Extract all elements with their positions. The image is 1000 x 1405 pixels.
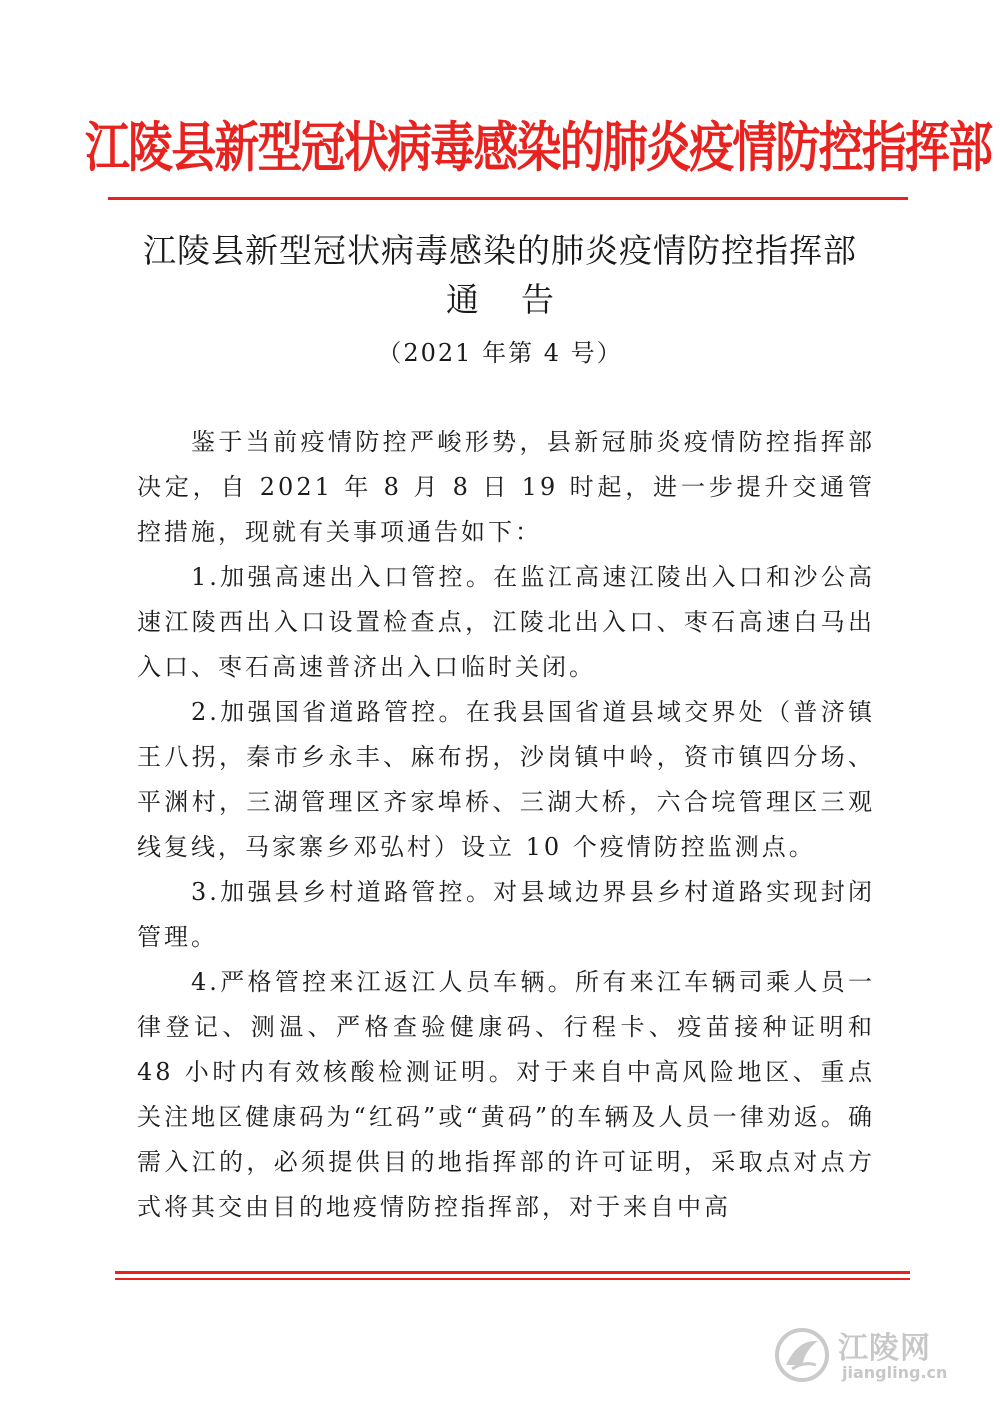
footer-divider-thin (115, 1278, 910, 1280)
paragraph-item-2: 2.加强国省道路管控。在我县国省道县域交界处（普济镇王八拐，秦市乡永丰、麻布拐，沙岗镇中岭，资市镇四分场、平渊村，三湖管理区齐家埠桥、三湖大桥，六合垸管理区三观线复线，马家寨乡邓弘村）设立 10 个疫情防控监测点。 (137, 698, 875, 861)
document-number: （2021 年第 4 号） (377, 339, 623, 367)
paragraph-intro: 鉴于当前疫情防控严峻形势，县新冠肺炎疫情防控指挥部决定，自 2021 年 8 月 8 日 19 时起，进一步提升交通管控措施，现就有关事项通告如下： (137, 428, 875, 546)
footer-divider-thick (115, 1271, 910, 1274)
letterhead-org-name: 江陵县新型冠状病毒感染的肺炎疫情防控指挥部 (85, 115, 992, 179)
letterhead-divider (108, 197, 908, 200)
jiangling-logo-icon (772, 1325, 832, 1385)
paragraph-item-4: 4.严格管控来江返江人员车辆。所有来江车辆司乘人员一律登记、测温、严格查验健康码、行程卡、疫苗接种证明和 48 小时内有效核酸检测证明。对于来自中高风险地区、重点关注地区健康码为“红码”或“黄码”的车辆及人员一律劝返。确需入江的，必须提供目的地指挥部的许可证明，采取点对点方式将其交由目的地疫情防控指挥部，对于来自中高 (137, 968, 875, 1221)
notice-subtitle: 通告 (446, 280, 596, 319)
notice-title: 江陵县新型冠状病毒感染的肺炎疫情防控指挥部 (143, 231, 857, 270)
watermark-url: jiangling.cn (842, 1363, 948, 1382)
watermark-site-name: 江陵网 (838, 1331, 931, 1366)
paragraph-item-1: 1.加强高速出入口管控。在监江高速江陵出入口和沙公高速江陵西出入口设置检查点，江陵北出入口、枣石高速白马出入口、枣石高速普济出入口临时关闭。 (137, 563, 875, 681)
paragraph-item-3: 3.加强县乡村道路管控。对县域边界县乡村道路实现封闭管理。 (137, 878, 875, 951)
site-watermark (772, 1321, 982, 1391)
notice-body (137, 420, 875, 1230)
